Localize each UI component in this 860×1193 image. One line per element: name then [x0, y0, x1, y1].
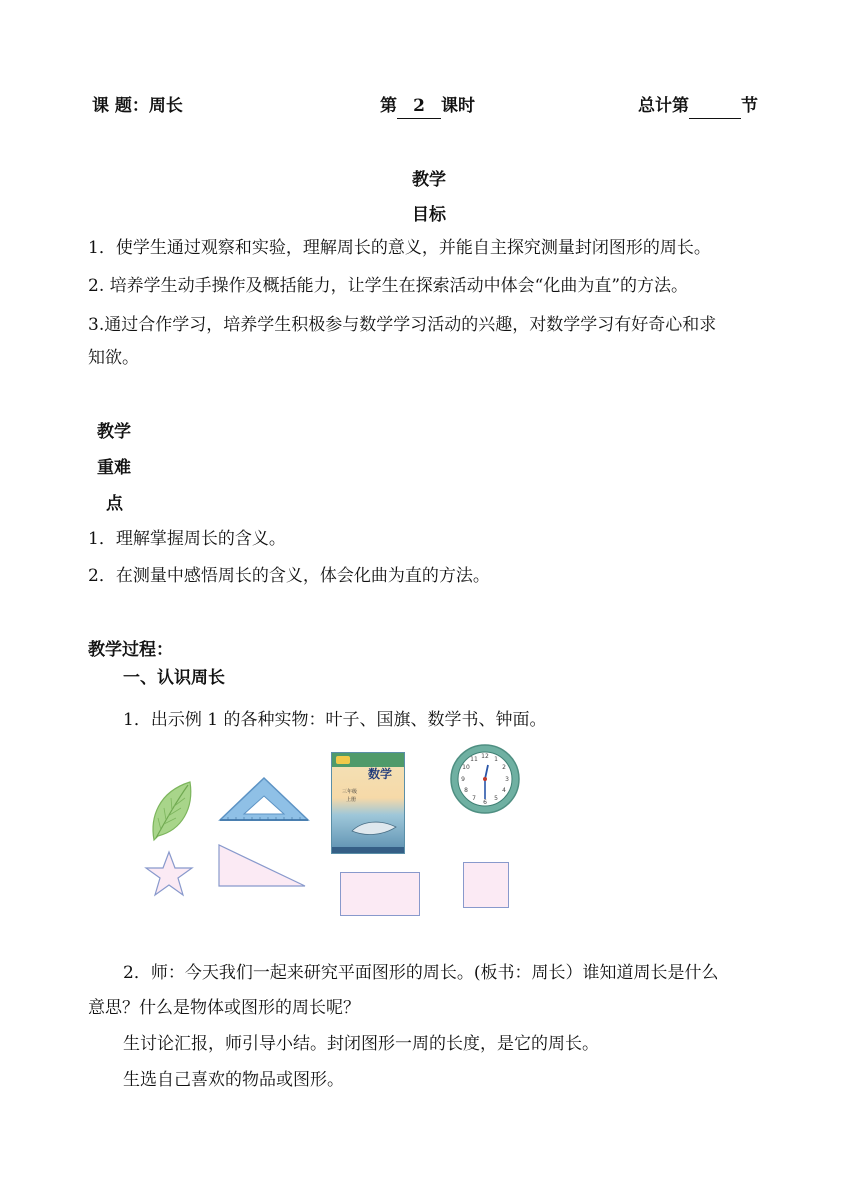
- keypoints-heading-2: 重难: [97, 458, 131, 478]
- book-grade: 三年级: [342, 789, 358, 795]
- rectangle-shape: [340, 872, 420, 916]
- svg-text:5: 5: [494, 795, 498, 802]
- svg-text:1: 1: [494, 756, 498, 763]
- right-triangle-shape: [217, 843, 307, 888]
- math-book-image: [331, 752, 405, 854]
- step-3: 生讨论汇报，师引导小结。封闭图形一周的长度，是它的周长。: [123, 1034, 599, 1054]
- svg-text:2: 2: [502, 764, 506, 771]
- step-1: 1．出示例 1 的各种实物：叶子、国旗、数学书、钟面。: [123, 710, 547, 730]
- svg-text:7: 7: [472, 795, 476, 802]
- book-title: 数学: [368, 767, 393, 781]
- square-shape: [463, 862, 509, 908]
- total-prefix: 总计第: [638, 96, 689, 116]
- svg-text:4: 4: [502, 787, 506, 794]
- leaf-image: [148, 778, 196, 844]
- keypoint-item-1: 1．理解掌握周长的含义。: [88, 529, 286, 549]
- objective-item-2: 2. 培养学生动手操作及概括能力，让学生在探索活动中体会“化曲为直”的方法。: [88, 276, 689, 296]
- svg-text:11: 11: [470, 756, 478, 763]
- objectives-heading-1: 教学: [412, 170, 446, 190]
- total-count-line: [638, 94, 758, 119]
- svg-text:3: 3: [505, 776, 509, 783]
- keypoints-heading-3: 点: [106, 494, 123, 514]
- step-2-line-2: 意思？什么是物体或图形的周长呢？: [88, 998, 360, 1018]
- star-shape: [144, 850, 194, 898]
- total-count-blank: [689, 94, 741, 119]
- svg-text:10: 10: [462, 764, 470, 771]
- svg-text:8: 8: [464, 787, 468, 794]
- total-suffix: 节: [741, 96, 758, 116]
- objective-item-1: 1．使学生通过观察和实验，理解周长的意义，并能自主探究测量封闭图形的周长。: [88, 238, 711, 258]
- svg-text:9: 9: [461, 776, 465, 783]
- objective-item-3: 3.通过合作学习，培养学生积极参与数学学习活动的兴趣，对数学学习有好奇心和求: [88, 315, 717, 335]
- topic-label: 课 题：: [92, 96, 149, 116]
- lesson-number: 2: [397, 94, 441, 119]
- objectives-heading-2: 目标: [412, 205, 446, 225]
- topic-line: [92, 94, 183, 118]
- lesson-suffix: 课时: [441, 96, 475, 116]
- keypoint-item-2: 2．在测量中感悟周长的含义，体会化曲为直的方法。: [88, 566, 490, 586]
- clock-image: [449, 743, 521, 815]
- lesson-prefix: 第: [380, 96, 397, 116]
- lesson-number-line: [380, 94, 475, 119]
- step-4: 生选自己喜欢的物品或图形。: [123, 1070, 344, 1090]
- section-heading: 一、认识周长: [123, 668, 225, 688]
- step-2-line-1: 2．师：今天我们一起来研究平面图形的周长。(板书：周长）谁知道周长是什么: [123, 963, 719, 983]
- book-volume: 上册: [346, 797, 357, 803]
- keypoints-heading-1: 教学: [97, 422, 131, 442]
- svg-text:12: 12: [481, 753, 489, 760]
- topic-value: 周长: [148, 96, 183, 116]
- svg-text:6: 6: [483, 799, 487, 806]
- triangle-ruler-image: [218, 776, 310, 824]
- objective-item-3-cont: 知欲。: [88, 348, 139, 368]
- process-heading: 教学过程：: [88, 640, 173, 660]
